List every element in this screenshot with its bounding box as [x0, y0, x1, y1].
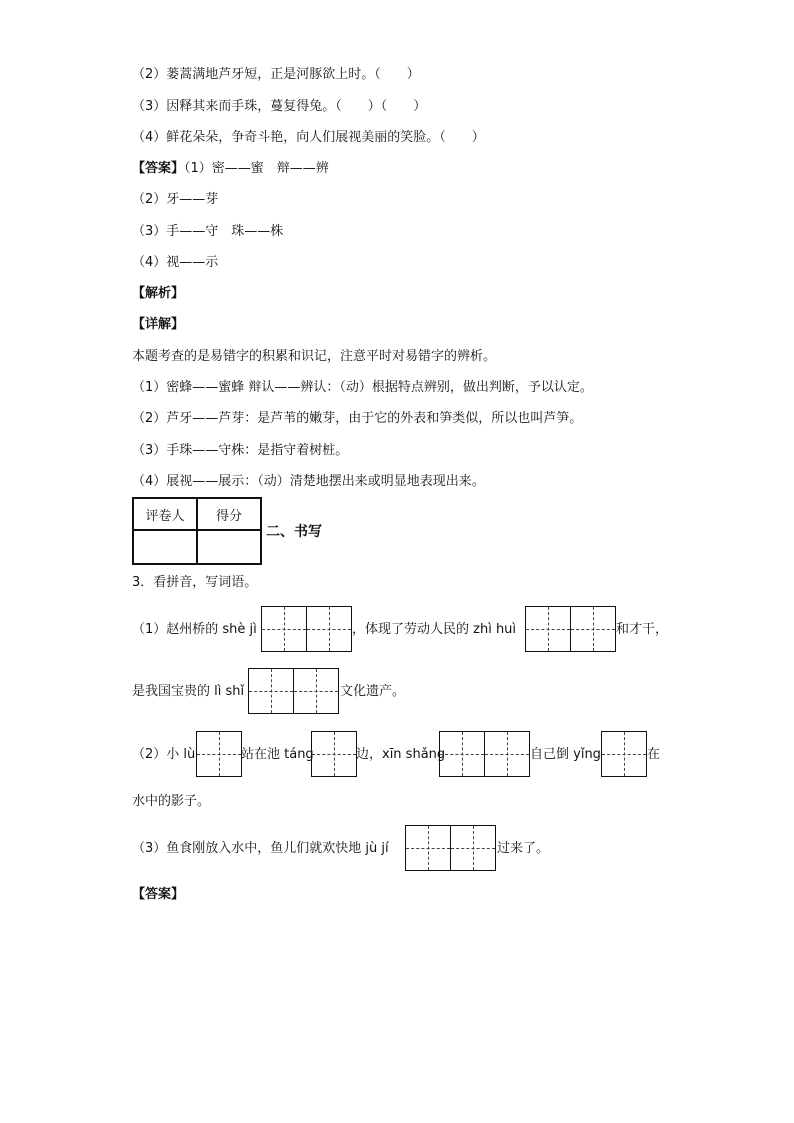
score-cell: [197, 530, 261, 564]
writing-box[interactable]: [601, 731, 647, 777]
grader-header: 评卷人: [133, 498, 197, 530]
q3-l3-e: 在: [647, 747, 661, 762]
q3-l1-c: 和才干，: [616, 622, 669, 637]
writing-box[interactable]: [261, 606, 352, 652]
answer-text-1: （1）密——蜜 辩——辨: [184, 161, 329, 176]
analysis-label: 【解析】: [132, 286, 185, 301]
writing-box[interactable]: [439, 731, 530, 777]
detail-line-2: （1）密蜂——蜜蜂 辩认——辨认：（动）根据特点辨别，做出判断，予以认定。: [132, 380, 593, 395]
q3-l1-b: ，体现了劳动人民的 zhì huì: [352, 622, 517, 637]
writing-box[interactable]: [405, 825, 496, 871]
q3-title: 3．看拼音，写词语。: [132, 575, 258, 590]
q3-l4: 水中的影子。: [132, 794, 211, 809]
grader-table: [132, 497, 262, 565]
q3-l3-c: 边，xīn shǎng: [356, 747, 446, 762]
writing-box[interactable]: [248, 668, 339, 714]
answer-line-1: [132, 161, 329, 177]
answer-line-4: （4）视——示: [132, 255, 219, 270]
q3-l3-a: （2）小 lù: [132, 747, 196, 762]
detail-line-5: （4）展视——展示：（动）清楚地摆出来或明显地表现出来。: [132, 474, 485, 489]
detail-label: 【详解】: [132, 317, 185, 332]
detail-line-4: （3）手珠——守株：是指守着树桩。: [132, 443, 349, 458]
answer-line-3: （3）手——守 珠——株: [132, 224, 284, 239]
detail-line-1: 本题考查的是易错字的积累和识记，注意平时对易错字的辨析。: [132, 349, 497, 364]
grader-cell: [133, 530, 197, 564]
item-4: （4）鲜花朵朵，争奇斗艳，向人们展视美丽的笑脸。（ ）: [132, 130, 485, 145]
writing-box[interactable]: [196, 731, 242, 777]
answer-label-2: 【答案】: [132, 887, 185, 902]
item-3: （3）因释其来而手珠，蔓复得兔。（ ）（ ）: [132, 99, 427, 114]
writing-box[interactable]: [525, 606, 616, 652]
item-2: （2）蒌蒿满地芦牙短，正是河豚欲上时。（ ）: [132, 67, 420, 82]
answer-line-2: （2）牙——芽: [132, 192, 219, 207]
q3-l2-b: 文化遗产。: [340, 684, 406, 699]
detail-line-3: （2）芦牙——芦芽：是芦苇的嫩芽，由于它的外表和笋类似，所以也叫芦笋。: [132, 411, 583, 426]
q3-l3-d: 自己倒 yǐng: [530, 747, 601, 762]
answer-label: 【答案】: [132, 161, 185, 176]
score-header: 得分: [197, 498, 261, 530]
q3-l5-a: （3）鱼食刚放入水中，鱼儿们就欢快地 jù jí: [132, 841, 389, 856]
q3-l3-b: 站在池 táng: [241, 747, 314, 762]
section-title: 二、书写: [266, 524, 322, 540]
q3-l2-a: 是我国宝贵的 lì shǐ: [132, 684, 245, 699]
writing-box[interactable]: [311, 731, 357, 777]
q3-l1-a: （1）赵州桥的 shè jì: [132, 622, 257, 637]
q3-l5-b: 过来了。: [497, 841, 550, 856]
